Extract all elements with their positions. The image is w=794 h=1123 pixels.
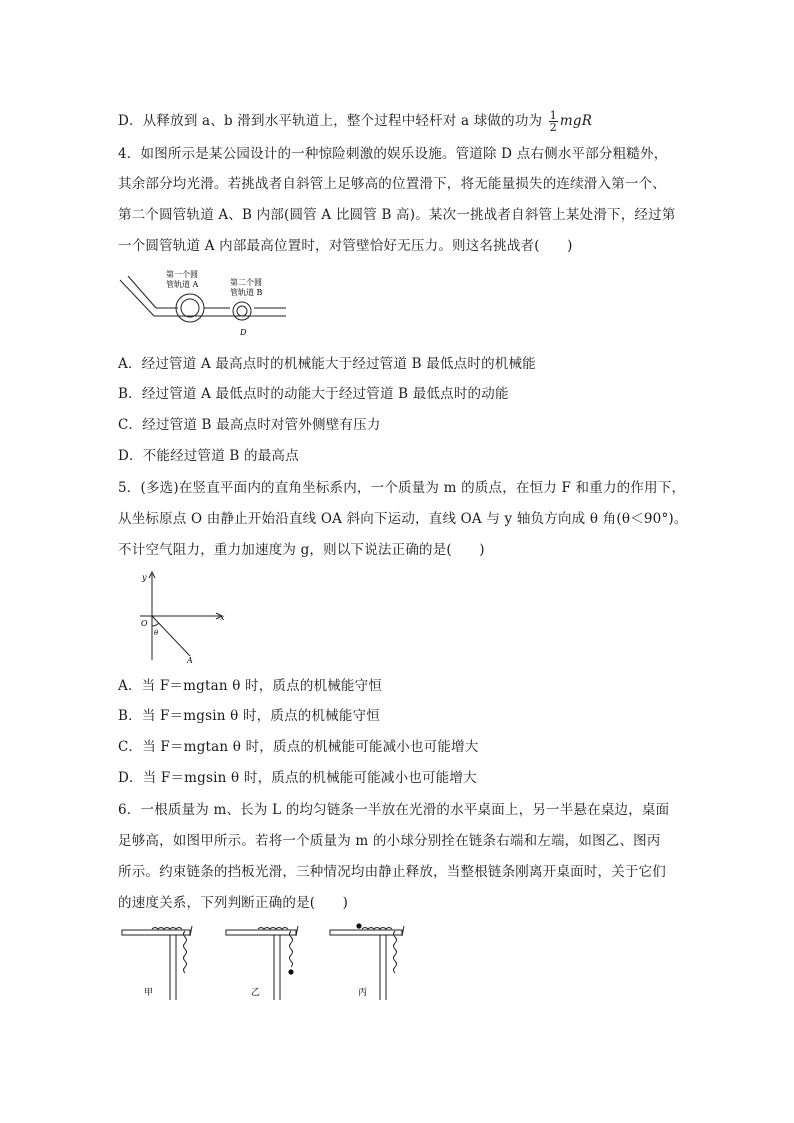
q6-stem-line-4: 的速度关系，下列判断正确的是( ) <box>118 895 349 911</box>
q3-option-d: D．从释放到 a、b 滑到水平轨道上，整个过程中轻杆对 a 球做的功为 $\frac{1}{2}$ mgR <box>118 109 593 134</box>
svg-text:x: x <box>220 613 225 622</box>
q6-stem-line-2: 足够高，如图甲所示。若将一个质量为 m 的小球分别拴在链条右端和左端，如图乙、图丙 <box>118 833 661 849</box>
q4-option-a: A．经过管道 A 最高点时的机械能大于经过管道 B 最低点时的机械能 <box>118 356 536 372</box>
svg-text:O: O <box>141 619 148 628</box>
q6-chain-figures <box>118 922 418 1004</box>
svg-text:丙: 丙 <box>358 988 368 998</box>
q4-stem-line-3: 第二个圆管轨道 A、B 内部(圆管 A 比圆管 B 高)。某次一挑战者自斜管上某处滑下，经过第 <box>118 207 676 223</box>
q4-option-b: B．经过管道 A 最低点时的动能大于经过管道 B 最低点时的动能 <box>118 386 509 402</box>
q4-option-c: C．经过管道 B 最高点时对管外侧壁有压力 <box>118 417 381 433</box>
q5-option-b: B．当 F＝mgsin θ 时，质点的机械能守恒 <box>118 708 380 724</box>
q4-stem-line-2: 其余部分均光滑。若挑战者自斜管上足够高的位置滑下，将无能量损失的连续滑入第一个、 <box>118 176 666 192</box>
q6-stem-line-3: 所示。约束链条的挡板光滑，三种情况均由静止释放，当整根链条刚离开桌面时，关于它们 <box>118 864 666 880</box>
svg-text:第二个圆: 第二个圆 <box>230 278 262 287</box>
svg-text:管轨道 A: 管轨道 A <box>166 280 199 289</box>
svg-text:甲: 甲 <box>144 988 154 998</box>
q4-stem-line-4: 一个圆管轨道 A 内部最高位置时，对管壁恰好无压力。则这名挑战者( ) <box>118 238 573 254</box>
q5-stem-line-2: 从坐标原点 O 由静止开始沿直线 OA 斜向下运动，直线 OA 与 y 轴负方向成 θ 角(θ＜90°)。 <box>118 511 688 527</box>
q4-tube-track-figure <box>118 268 288 344</box>
q5-stem-line-3: 不计空气阻力，重力加速度为 g，则以下说法正确的是( ) <box>118 542 485 558</box>
ball-icon <box>356 923 361 928</box>
chain-figure-yi <box>226 926 298 1000</box>
fraction-one-half: $\frac{1}{2}$ <box>549 109 557 134</box>
q4-option-d: D．不能经过管道 B 的最高点 <box>118 448 299 464</box>
q4-stem-line-1: 4．如图所示是某公园设计的一种惊险刺激的娱乐设施。管道除 D 点右侧水平部分粗糙外， <box>118 146 668 162</box>
svg-text:管轨道 B: 管轨道 B <box>230 288 263 297</box>
q5-coordinate-figure <box>140 568 230 664</box>
q5-option-d: D．当 F＝mgsin θ 时，质点的机械能可能减小也可能增大 <box>118 770 477 786</box>
svg-text:第一个圆: 第一个圆 <box>166 270 198 279</box>
ball-icon <box>288 969 293 974</box>
chain-figure-jia <box>122 926 192 1000</box>
q6-stem-line-1: 6．一根质量为 m、长为 L 的均匀链条一半放在光滑的水平桌面上，另一半悬在桌边，桌面 <box>118 802 670 818</box>
svg-text:θ: θ <box>154 629 159 637</box>
q5-option-a: A．当 F＝mgtan θ 时，质点的机械能守恒 <box>118 678 383 694</box>
svg-text:D: D <box>240 328 247 337</box>
q5-option-c: C．当 F＝mgtan θ 时，质点的机械能可能减小也可能增大 <box>118 739 479 755</box>
svg-text:乙: 乙 <box>251 988 261 998</box>
svg-text:A: A <box>187 656 193 664</box>
svg-text:y: y <box>142 573 147 582</box>
q5-stem-line-1: 5．(多选)在竖直平面内的直角坐标系内，一个质量为 m 的质点，在恒力 F 和重力的作用下， <box>118 480 686 496</box>
